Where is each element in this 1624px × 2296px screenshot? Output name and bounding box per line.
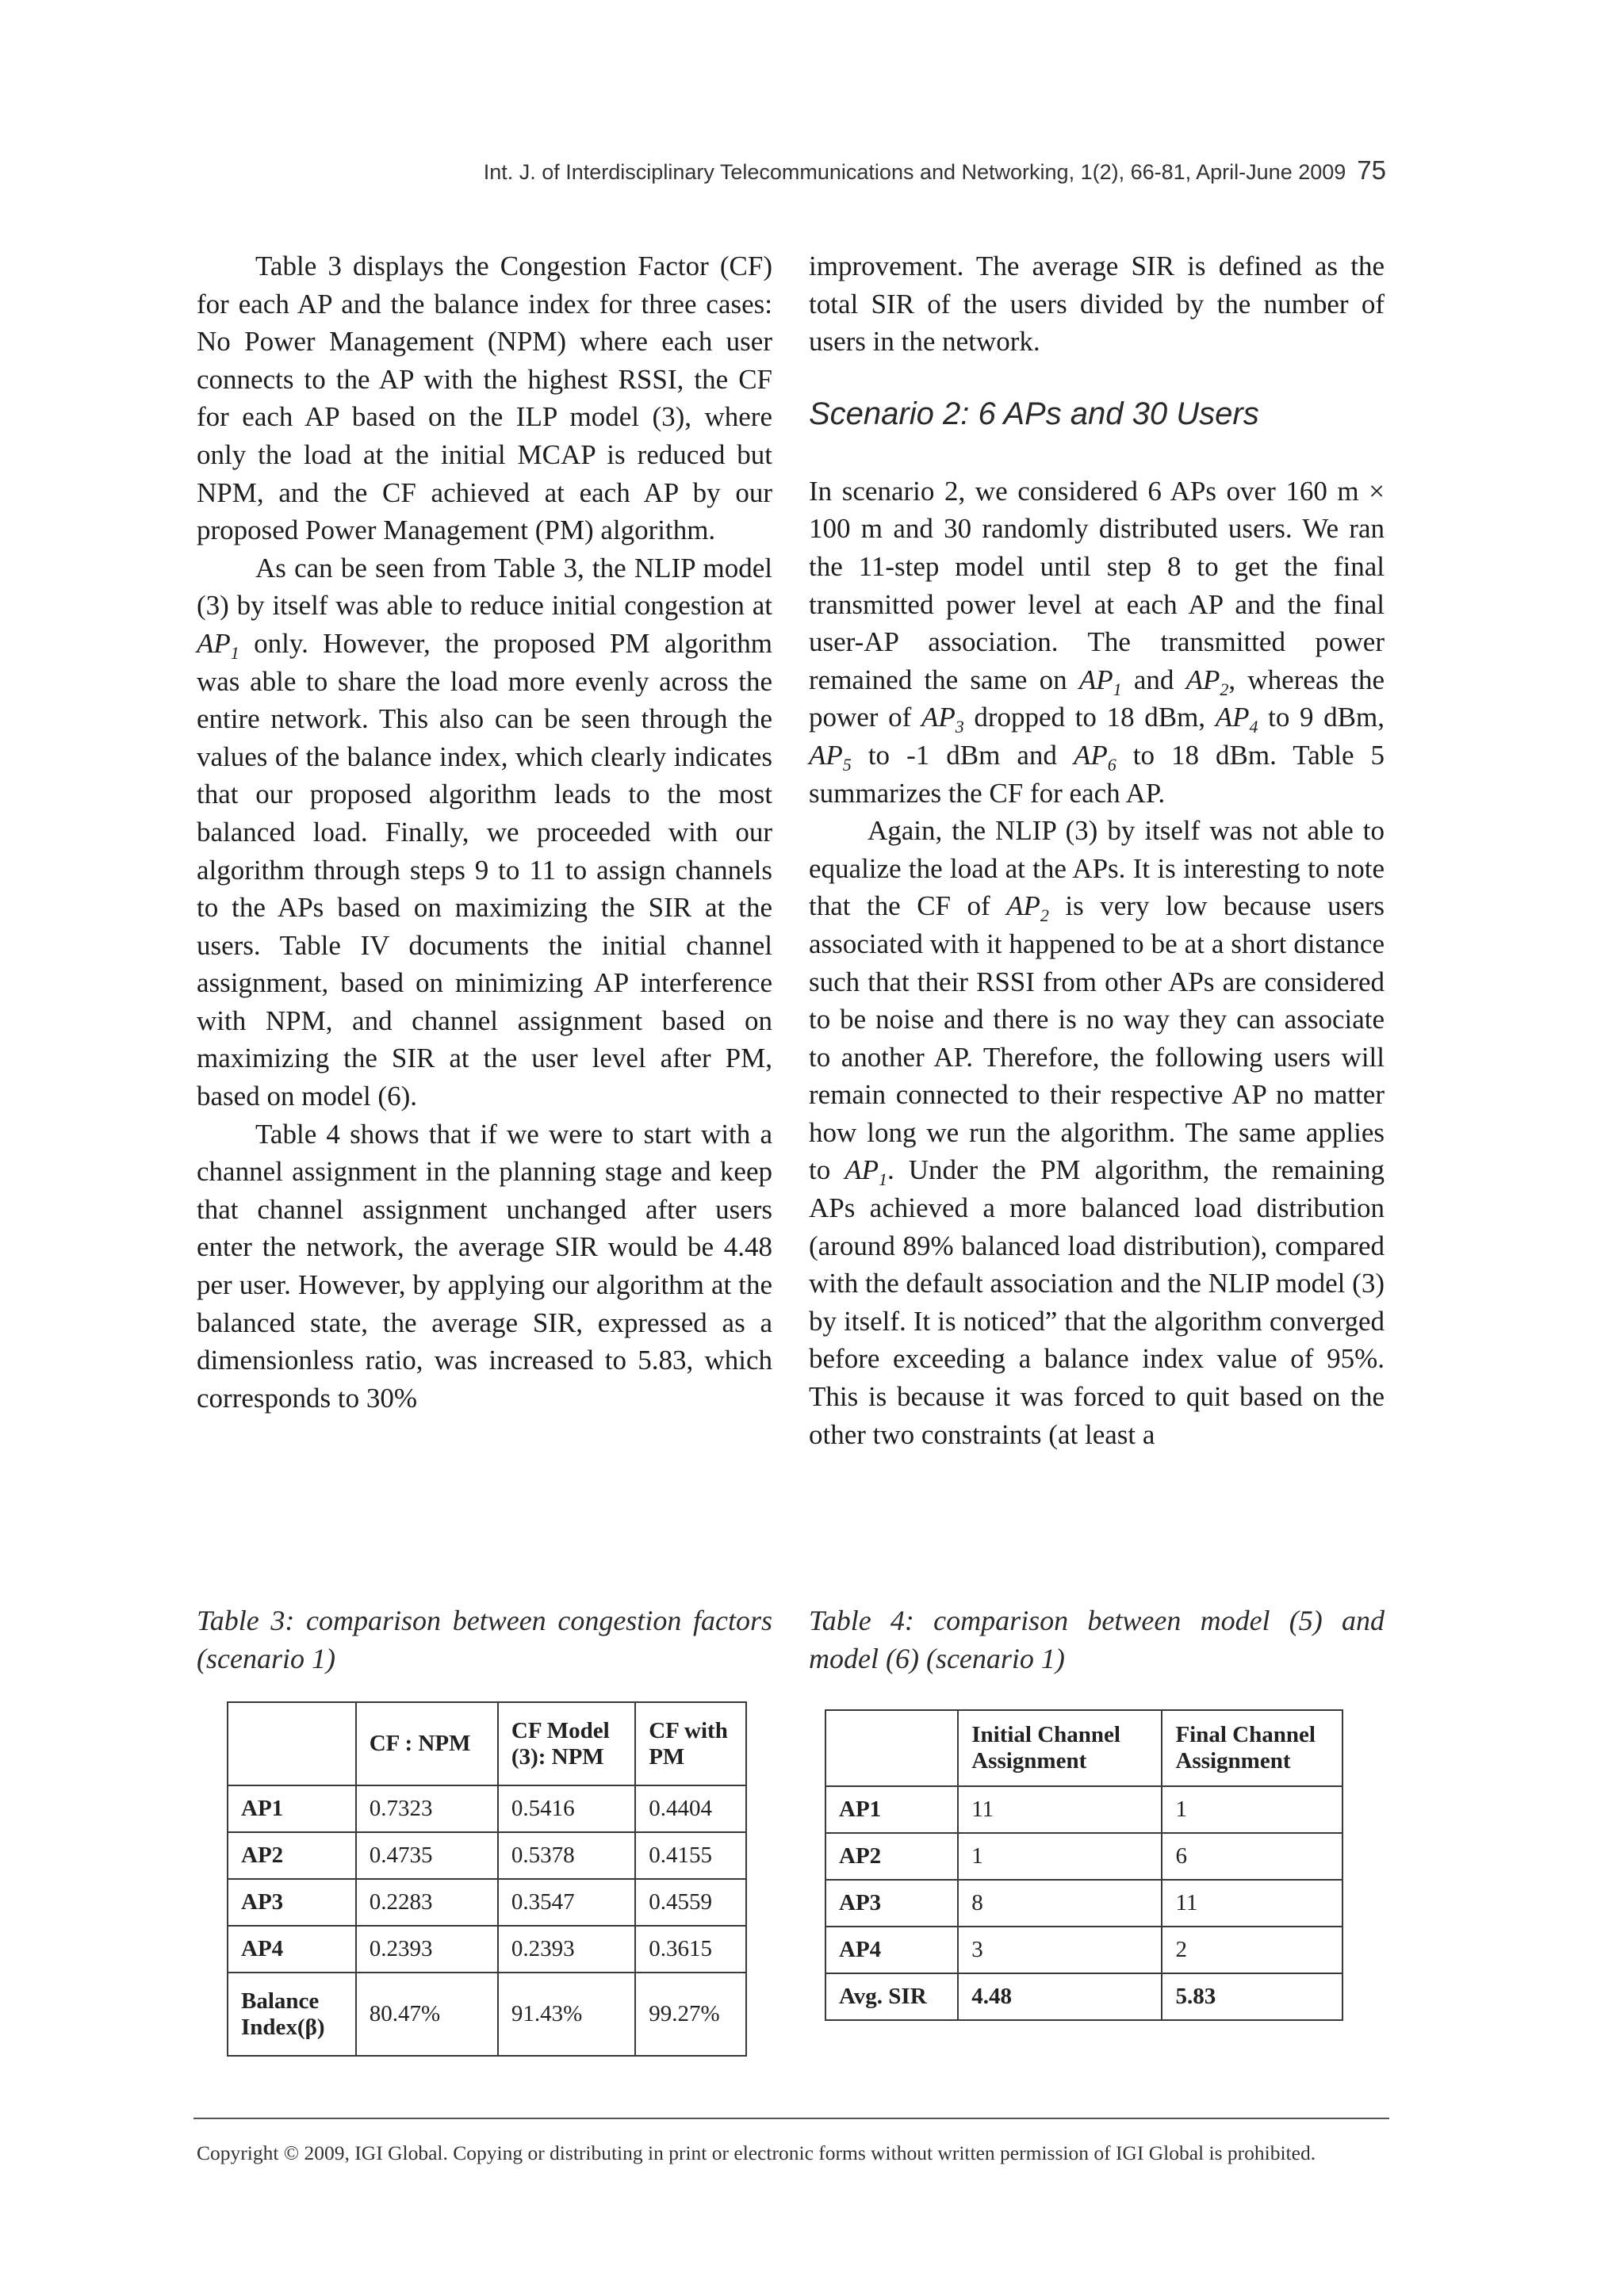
table-cell: 0.5378 [498, 1832, 635, 1879]
table-cell: 0.4559 [635, 1879, 746, 1926]
left-column [197, 247, 772, 1417]
row-label: AP1 [825, 1786, 958, 1833]
table-cell: 6 [1162, 1833, 1342, 1880]
table-cell: 0.4155 [635, 1832, 746, 1879]
table-cell: 1 [958, 1833, 1162, 1880]
table-cell: 91.43% [498, 1973, 635, 2056]
paragraph-nlip-result: As can be seen from Table 3, the NLIP model (3) by itself was able to reduce initial congestion at $AP_1$ only. However, the proposed PM algorithm was able to share the load more evenly across the entire network. This also can be seen through the values of the balance index, which clearly indicates that our proposed algorithm leads to the most balanced load. Finally, we proceeded with our algorithm through steps 9 to 11 to assign channels to the APs based on maximizing the SIR at the users. Table IV documents the initial channel assignment, based on minimizing AP interference with NPM, and channel assignment based on maximizing the SIR at the user level after PM, based on model (6). [197, 552, 772, 1112]
paragraph-nlip-scenario-2: Again, the NLIP (3) by itself was not able to equalize the load at the APs. It is interesting to note that the CF of $AP_2$ is very low because users associated with it happened to be at a short distance such that their RSSI from other APs are considered to be noise and there is no way they can associate to another AP. Therefore, the following users will remain connected to their respective AP no matter how long we run the algorithm. The same applies to $AP_1$. Under the PM algorithm, the remaining APs achieved a more balanced load distribution (around 89% balanced load distribution), compared with the default association and the NLIP model (3) by itself. It is noticed” that the algorithm converged before exceeding a balance index value of 95%. This is because it was forced to quit based on the other two constraints (at least a [809, 815, 1385, 1450]
table-row [228, 1785, 746, 1832]
row-label: AP1 [228, 1785, 356, 1832]
table-cell: 11 [958, 1786, 1162, 1833]
table-cell: 0.2393 [356, 1926, 498, 1973]
table-cell: 99.27% [635, 1973, 746, 2056]
table-header-cell: CF : NPM [356, 1702, 498, 1785]
table-cell: 80.47% [356, 1973, 498, 2056]
table-cell: 1 [1162, 1786, 1342, 1833]
footer-divider [193, 2118, 1389, 2119]
page-number: 75 [1357, 155, 1386, 185]
table-row [825, 1833, 1342, 1880]
table-cell: 4.48 [958, 1973, 1162, 2020]
table-cell: 5.83 [1162, 1973, 1342, 2020]
table-row [228, 1879, 746, 1926]
table-cell: 0.2393 [498, 1926, 635, 1973]
table-cell: 0.4404 [635, 1785, 746, 1832]
table4-caption: Table 4: comparison between model (5) and model (6) (scenario 1) [809, 1605, 1385, 1674]
table3-congestion-factors [227, 1701, 747, 2057]
table3-caption: Table 3: comparison between congestion factors (scenario 1) [197, 1605, 772, 1674]
table-cell: 8 [958, 1880, 1162, 1927]
table-cell: 0.4735 [356, 1832, 498, 1879]
table-header-cell: Final Channel Assignment [1162, 1710, 1342, 1786]
row-label: AP2 [228, 1832, 356, 1879]
table-header-cell: Initial Channel Assignment [958, 1710, 1162, 1786]
copyright-notice: Copyright © 2009, IGI Global. Copying or distributing in print or electronic forms without written permission of IGI Global is prohibited. [197, 2141, 1316, 2164]
table-cell: 0.5416 [498, 1785, 635, 1832]
table-cell: 0.3547 [498, 1879, 635, 1926]
table-row [825, 1927, 1342, 1973]
table-row [825, 1786, 1342, 1833]
table-header-cell [228, 1702, 356, 1785]
row-label: AP2 [825, 1833, 958, 1880]
row-label: AP3 [825, 1880, 958, 1927]
table-cell: 0.3615 [635, 1926, 746, 1973]
running-header [317, 155, 1386, 186]
paragraph-sir-definition: improvement. The average SIR is defined as the total SIR of the users divided by the number of users in the network. [809, 251, 1385, 358]
table-cell: 3 [958, 1927, 1162, 1973]
paragraph-table4-description: Table 4 shows that if we were to start with a channel assignment in the planning stage and keep that channel assignment unchanged after users enter the network, the average SIR would be 4.48 per user. However, by applying our algorithm at the balanced state, the average SIR, expressed as a dimensionless ratio, was increased to 5.83, which corresponds to 30% [197, 1118, 772, 1414]
table-header-row [228, 1702, 746, 1785]
table-cell: 0.2283 [356, 1879, 498, 1926]
table4-channel-assignment [825, 1709, 1343, 2021]
table-header-cell: CF Model (3): NPM [498, 1702, 635, 1785]
table-row [228, 1832, 746, 1879]
row-label: Avg. SIR [825, 1973, 958, 2020]
right-column [809, 247, 1385, 1453]
journal-citation: Int. J. of Interdisciplinary Telecommunications and Networking, 1(2), 66-81, April-June 2009 [483, 160, 1346, 184]
table-row-avg-sir [825, 1973, 1342, 2020]
row-label: AP4 [825, 1927, 958, 1973]
table-cell: 11 [1162, 1880, 1342, 1927]
table-row [825, 1880, 1342, 1927]
table-row-balance-index [228, 1973, 746, 2056]
paragraph-scenario-2-setup: In scenario 2, we considered 6 APs over 160 m × 100 m and 30 randomly distributed users. We ran the 11-step model until step 8 to get the final transmitted power level at each AP and the final user-AP association. The transmitted power remained the same on $AP_1$ and $AP_2$, whereas the power of $AP_3$ dropped to 18 dBm, $AP_4$ to 9 dBm, $AP_5$ to -1 dBm and $AP_6$ to 18 dBm. Table 5 summarizes the CF for each AP. [809, 475, 1385, 809]
table-row [228, 1926, 746, 1973]
table-cell: 0.7323 [356, 1785, 498, 1832]
table-header-cell [825, 1710, 958, 1786]
table-header-cell: CF with PM [635, 1702, 746, 1785]
section-heading-scenario-2: Scenario 2: 6 APs and 30 Users [809, 396, 1259, 431]
paragraph-table3-description: Table 3 displays the Congestion Factor (CF) for each AP and the balance index for three cases: No Power Management (NPM) where each user connects to the AP with the highest RSSI, the CF for each AP based on the ILP model (3), where only the load at the initial MCAP is reduced but NPM, and the CF achieved at each AP by our proposed Power Management (PM) algorithm. [197, 251, 772, 546]
row-label: Balance Index(β) [228, 1973, 356, 2056]
row-label: AP3 [228, 1879, 356, 1926]
table-header-row [825, 1710, 1342, 1786]
row-label: AP4 [228, 1926, 356, 1973]
table-cell: 2 [1162, 1927, 1342, 1973]
